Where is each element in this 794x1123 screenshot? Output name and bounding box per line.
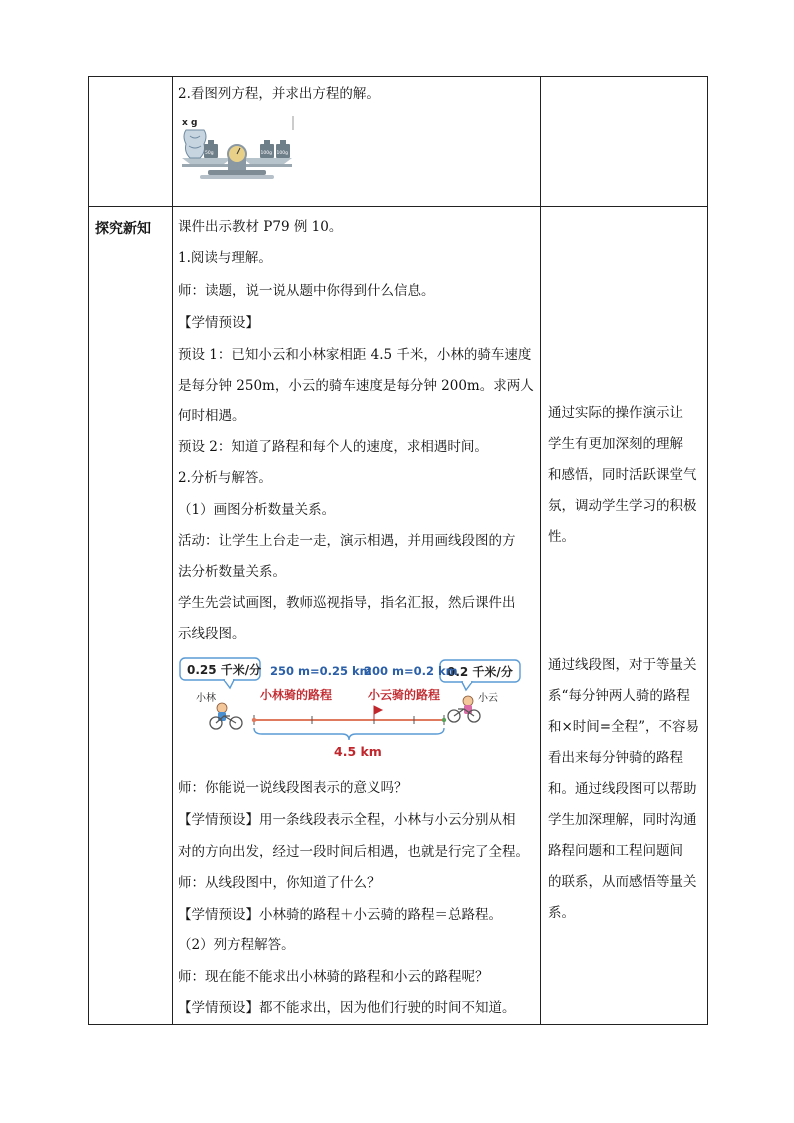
- table-border-left: [88, 76, 89, 1025]
- lesson-line: 师：你能说一说线段图表示的意义吗？: [178, 780, 408, 796]
- lesson-line: 是每分钟 250m，小云的骑车速度是每分钟 200m。求两人: [178, 378, 534, 394]
- side-note-line: 学生有更加深刻的理解: [548, 436, 683, 452]
- task-text: 2.看图列方程，并求出方程的解。: [178, 86, 380, 102]
- lesson-line: 1.阅读与理解。: [178, 250, 272, 266]
- route-right: 小云骑的路程: [368, 688, 441, 702]
- lesson-line: 对的方向出发，经过一段时间后相遇，也就是行完了全程。: [178, 844, 529, 860]
- lesson-line: 【学情预设】用一条线段表示全程，小林与小云分别从相: [178, 812, 516, 828]
- lesson-line: （2）列方程解答。: [178, 937, 295, 953]
- lesson-line: 活动：让学生上台走一走，演示相遇，并用画线段图的方: [178, 533, 516, 549]
- scale-label: x g: [182, 118, 198, 128]
- right-weight-label-2: 100g: [276, 151, 288, 156]
- side-note-line: 氛，调动学生学习的积极: [548, 498, 697, 514]
- lesson-line: 【学情预设】小林骑的路程＋小云骑的路程＝总路程。: [178, 907, 502, 923]
- side-note-1: [548, 398, 708, 553]
- side-note-line: 路程问题和工程问题间: [548, 843, 683, 859]
- side-note-line: 性。: [548, 529, 575, 545]
- side-note-line: 系“每分钟两人骑的路程: [548, 688, 690, 704]
- left-weight-label: 50g: [205, 151, 214, 156]
- name-left: 小林: [196, 693, 216, 704]
- eq-right: 200 m=0.2 km: [364, 664, 458, 678]
- table-col-divider-1: [172, 76, 173, 1025]
- side-note-line: 通过实际的操作演示让: [548, 405, 683, 421]
- lesson-line: 2.分析与解答。: [178, 470, 272, 486]
- table-border-top: [88, 76, 708, 77]
- lesson-line: （1）画图分析数量关系。: [178, 502, 336, 518]
- lesson-line: 预设 2：知道了路程和每个人的速度，求相遇时间。: [178, 439, 488, 455]
- bike-rider-left-icon: [210, 703, 242, 729]
- section-label: 探究新知: [95, 221, 151, 237]
- lesson-line: 何时相遇。: [178, 408, 246, 424]
- side-note-line: 和×时间=全程”，不容易: [548, 719, 700, 735]
- route-left: 小林骑的路程: [260, 688, 333, 702]
- lesson-line: 学生先尝试画图，教师巡视指导，指名汇报，然后课件出: [178, 595, 516, 611]
- lesson-line: 预设 1：已知小云和小林家相距 4.5 千米，小林的骑车速度: [178, 347, 532, 363]
- eq-left: 250 m=0.25 km: [270, 664, 372, 678]
- side-note-line: 通过线段图，对于等量关: [548, 657, 697, 673]
- side-note-line: 学生加深理解，同时沟通: [548, 812, 697, 828]
- lesson-line: 师：读题，说一说从题中你得到什么信息。: [178, 283, 435, 299]
- speed-right: 0.2 千米/分: [447, 665, 513, 679]
- side-note-2: [548, 650, 708, 929]
- balance-scale-figure: [178, 114, 298, 180]
- total-distance: 4.5 km: [334, 744, 382, 759]
- name-right: 小云: [478, 693, 498, 704]
- table-row-divider: [88, 206, 708, 207]
- line-segment-diagram: [178, 654, 530, 764]
- lesson-line: 师：从线段图中，你知道了什么？: [178, 875, 381, 891]
- lesson-line: 课件出示教材 P79 例 10。: [178, 219, 343, 235]
- bike-rider-right-icon: [448, 696, 480, 722]
- side-note-line: 和感悟，同时活跃课堂气: [548, 467, 697, 483]
- lesson-line: 示线段图。: [178, 626, 246, 642]
- table-col-divider-2: [540, 76, 541, 1025]
- right-weight-label-1: 100g: [260, 151, 272, 156]
- side-note-line: 的联系，从而感悟等量关: [548, 874, 697, 890]
- side-note-line: 系。: [548, 905, 575, 921]
- side-note-line: 看出来每分钟骑的路程: [548, 750, 683, 766]
- lesson-line: 法分析数量关系。: [178, 564, 286, 580]
- table-border-bottom: [88, 1024, 708, 1025]
- side-note-line: 和。通过线段图可以帮助: [548, 781, 697, 797]
- lesson-line: 【学情预设】都不能求出，因为他们行驶的时间不知道。: [178, 1000, 516, 1016]
- lesson-line: 【学情预设】: [178, 315, 259, 331]
- lesson-line: 师：现在能不能求出小林骑的路程和小云的路程呢？: [178, 969, 489, 985]
- speed-left: 0.25 千米/分: [187, 663, 262, 677]
